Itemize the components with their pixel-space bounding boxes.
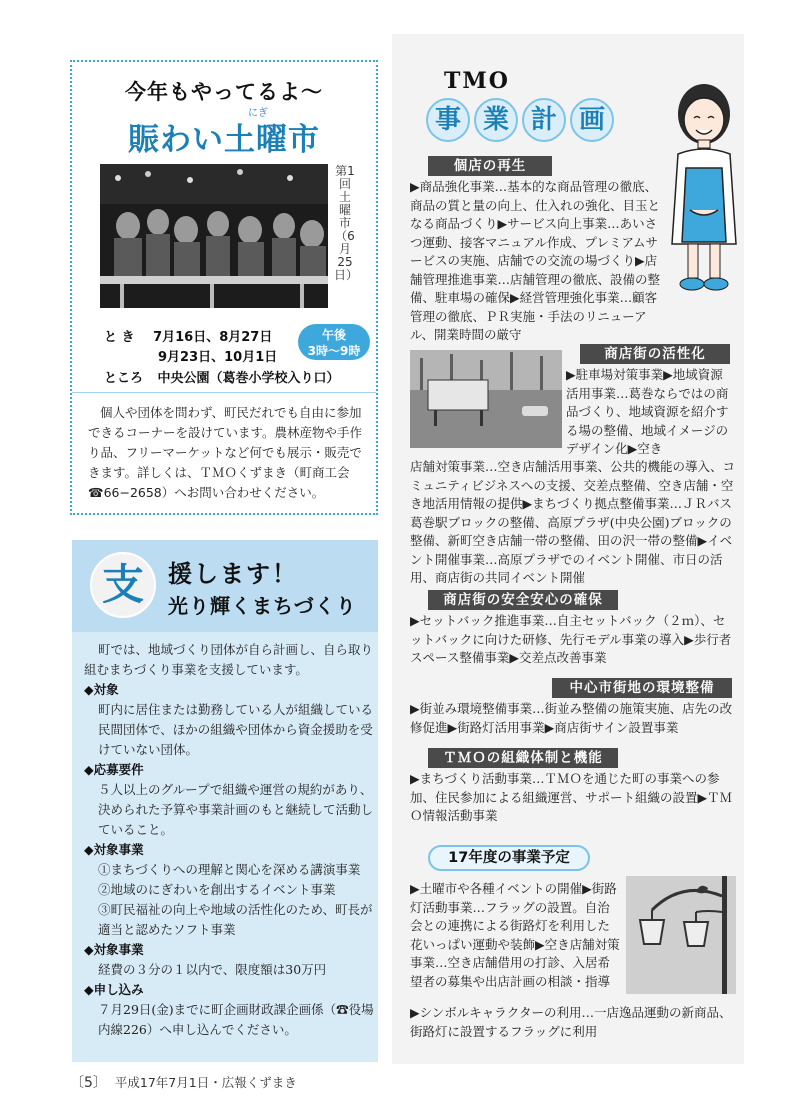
support-title: 援します！ <box>168 560 298 588</box>
section-text-fy17-full: ▶シンボルキャラクターの利用…一店逸品運動の新商品、街路灯に設置するフラッグに利用 <box>410 1005 732 1039</box>
support-heading-requirements: ◆応募要件 <box>84 762 144 777</box>
support-intro: 町では、地域づくり団体が自ら計画し、自ら取り組むまちづくり事業を支援しています。 <box>84 642 374 677</box>
support-cost-text: 経費の３分の１以内で、限度額は30万円 <box>98 962 327 977</box>
section-header-environment: 中心市街地の環境整備 <box>552 678 732 698</box>
support-box <box>72 540 378 1062</box>
where-label: ところ <box>104 371 144 386</box>
market-title-ruby: にぎ <box>248 108 268 119</box>
support-heading-target: ◆対象 <box>84 682 119 697</box>
street-lamp-illustration <box>626 876 736 994</box>
where-row <box>104 367 340 386</box>
tmo-label: TMO <box>444 68 510 94</box>
mascot-illustration <box>664 78 744 298</box>
parking-photo <box>410 350 562 448</box>
section-text-environment: ▶街並み環境整備事業…街並み整備の施策実施、店先の改修促進▶街路灯活用事業▶商店街サイン設置事業 <box>410 701 733 735</box>
support-project-1: ①まちづくりへの理解と関心を深める講演事業 <box>98 862 361 877</box>
support-project-2: ②地域のにぎわいを創出するイベント事業 <box>98 882 336 897</box>
market-kicker: 今年もやってるよ〜 <box>125 80 323 104</box>
support-subtitle: 光り輝くまちづくり <box>168 594 357 618</box>
plan-char-3: 計 <box>522 98 566 142</box>
section-header-organization: ＴＭＯの組織体制と機能 <box>428 748 618 768</box>
support-apply-text: ７月29日(金)までに町企画財政課企画係（☎役場内線226）へ申し込んでください。 <box>98 1002 374 1037</box>
crowd-photo-illustration <box>100 164 328 308</box>
section-text-safety: ▶セットバック推進事業…自主セットバック（２ｍ）、セットバックに向けた研修、先行モデル事業の導入▶歩行者スペース整備事業▶交差点改善事業 <box>410 613 732 665</box>
plan-char-4: 画 <box>570 98 614 142</box>
mascot-woman-icon <box>664 78 744 298</box>
support-requirements-text: ５人以上のグループで組織や運営の規約があり、決められた予算や事業計画のもと継続して活動していること。 <box>98 782 374 837</box>
section-text-organization: ▶まちづくり活動事業…ＴＭＯを通じた町の事業への参加、住民参加による組織運営、サポート組織の設置▶ＴＭＯ情報活動事業 <box>410 771 733 823</box>
time-badge-line2: 3時〜9時 <box>307 344 361 358</box>
market-title: 賑わい土曜市 <box>128 122 320 158</box>
section-text-activation: 店舗対策事業…空き店舗活用事業、公共的機能の導入、コミュニティビジネスへの支援、交差点整備、空き店舗・空き地活用情報の提供▶まちづくり拠点整備事業…ＪＲバス葛巻駅ブロックの整備、高原プラザ(中央公園)ブロックの整備、新町空き店舗一帯の整備、田の沢一帯の整備▶イベント開催事業…高原プラザでのイベント開催、市日の活用、商店街の共同イベント開催 <box>410 459 736 585</box>
when-dates-1: 7月16日、8月27日 <box>153 330 273 345</box>
support-project-3: ③町民福祉の向上や地域の活性化のため、町長が適当と認めたソフト事業 <box>98 902 373 937</box>
time-badge-line1: 午後 <box>321 328 346 342</box>
when-row <box>104 326 272 345</box>
section-text-store-revival: ▶商品強化事業…基本的な商品管理の徹底、商品の質と量の向上、仕入れの強化、目玉となる商品づくり▶サービス向上事業…あいさつ運動、接客マニュアル作成、プレミアムサービスの実施、店舗での交流の場づくり▶店舗管理推進事業…店舗管理の徹底、設備の整備、駐車場の確保▶経営管理強化事業…顧客管理の徹底、ＰＲ実施・手法のリニューアル、開業時間の厳守 <box>410 179 661 342</box>
section-header-shopping-street-activation: 商店街の活性化 <box>580 344 730 364</box>
page-footer <box>70 1072 297 1092</box>
market-photo <box>100 164 328 308</box>
support-heading-cost: ◆対象事業 <box>84 942 144 957</box>
when-label: と き <box>104 330 135 345</box>
saturday-market-box <box>70 60 378 515</box>
plan-char-1: 事 <box>426 98 470 142</box>
section-header-fy17-plan: 17年度の事業予定 <box>428 845 590 871</box>
market-note: 個人や団体を問わず、町民だれでも自由に参加できるコーナーを設けています。農林産物や手作り品、フリーマーケットなど何でも展示・販売できます。詳しくは、ＴＭＯくずまき（町商工会☎66−2658）へお問い合わせください。 <box>72 392 376 503</box>
support-body <box>84 640 374 1040</box>
footer-publication: 平成17年7月1日・広報くずまき <box>114 1075 297 1090</box>
street-lamp-photo <box>626 876 736 994</box>
support-heading-apply: ◆申し込み <box>84 982 144 997</box>
section-text-fy17-side: ▶土曜市や各種イベントの開催▶街路灯活動事業…フラッグの設置。自治会との連携による街路灯を利用した花いっぱい運動や装飾▶空き店舗対策事業…空き店舗借用の打診、入居希望者の募集や出店計画の相談・指導 <box>410 881 620 989</box>
section-header-safety: 商店街の安全安心の確保 <box>428 590 618 610</box>
section-header-store-revival: 個店の再生 <box>428 156 552 176</box>
when-dates-2: 9月23日、10月1日 <box>158 350 278 365</box>
where-value: 中央公園（葛巻小学校入り口） <box>157 371 340 386</box>
time-badge <box>298 324 370 360</box>
support-badge-char: 支 <box>90 552 156 618</box>
parking-lot-photo-illustration <box>410 350 562 448</box>
plan-char-2: 業 <box>474 98 518 142</box>
section-text-activation-side: ▶駐車場対策事業▶地域資源活用事業…葛巻ならではの商品づくり、地域資源を紹介する場の整備、地域イメージのデザイン化▶空き <box>566 367 729 456</box>
photo-caption: 第1回土曜市（6月25日） <box>334 164 359 282</box>
support-target-text: 町内に居住または勤務している人が組織している民間団体で、ほかの組織や団体から資金援助を受けていない団体。 <box>98 702 374 757</box>
support-heading-projects: ◆対象事業 <box>84 842 144 857</box>
page-number: 〔5〕 <box>70 1075 107 1091</box>
